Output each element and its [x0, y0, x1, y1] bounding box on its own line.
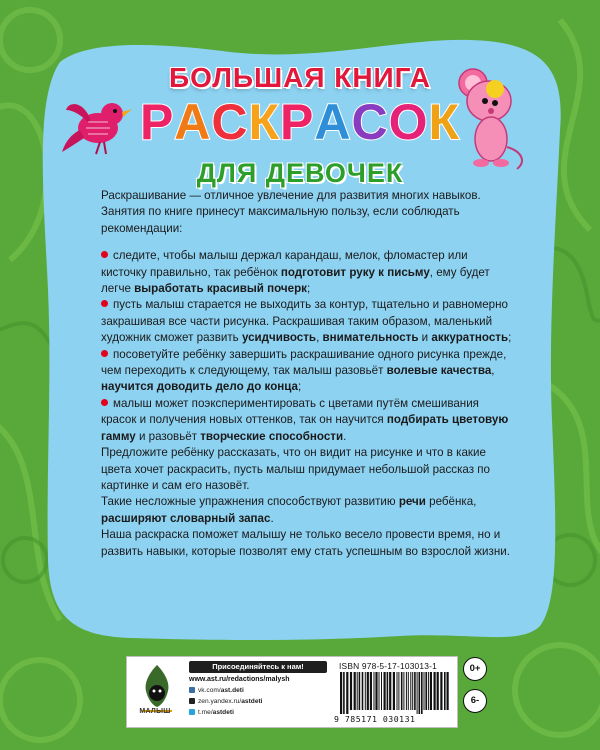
text-segment: ребёнка, [425, 495, 477, 509]
social-link[interactable] [189, 698, 329, 705]
title-letter: К [248, 94, 281, 150]
emphasis-text: усидчивость [241, 331, 317, 345]
barcode-bar [389, 672, 391, 710]
text-segment: ; [508, 331, 512, 345]
barcode-bar [412, 672, 413, 710]
emphasis-text: речи [398, 495, 426, 509]
closing-paragraph [101, 445, 513, 560]
text-segment: и [418, 331, 432, 345]
barcode-bar [419, 672, 421, 714]
intro-paragraph: Раскрашивание — отличное увлечение для развития многих навыков. Занятия по книге принесут максимальную пользу, если соблюдать рекомендации: [101, 189, 481, 235]
social-link-handle: astdeti [212, 709, 234, 716]
barcode-bar [408, 672, 409, 710]
social-link-prefix: zen.yandex.ru/ [198, 698, 242, 705]
barcode-bar [387, 672, 389, 710]
barcode-bar [393, 672, 395, 710]
title-letter: К [428, 94, 461, 150]
age-rating-badge: 0+ [463, 657, 487, 681]
telegram-icon [189, 709, 195, 715]
recommendation-item [101, 396, 513, 445]
social-link-handle: ast.deti [220, 687, 244, 694]
bullet-dot-icon [101, 300, 108, 307]
text-segment: пусть малыш старается не выходить за контур, тщательно и равномерно закрашивая все части рисунка. Раскрашивая таким образом, маленький художник сможет развить [101, 298, 508, 345]
barcode-bar [428, 672, 429, 710]
recommendations-list [101, 248, 513, 445]
barcode-bar [406, 672, 407, 710]
barcode-bar [401, 672, 403, 710]
text-segment: Предложите ребёнку рассказать, что он видит на рисунке и что в какие цвета хочет раскрасить, пусть малыш придумает небольшой рассказ по картинке и сам его назовёт. Такие несложные упражнения способствуют развитию [101, 446, 491, 509]
barcode-bar [430, 672, 432, 710]
bullet-dot-icon [101, 350, 108, 357]
recommendation-item [101, 347, 513, 396]
barcode-bar [379, 672, 380, 710]
barcode-bar [447, 672, 449, 710]
barcode-bar [359, 672, 361, 710]
recommendation-item [101, 297, 513, 346]
title-letter: С [351, 94, 389, 150]
barcode-bar [434, 672, 436, 710]
barcode-bar [346, 672, 348, 714]
text-segment: ; [298, 380, 302, 394]
emphasis-text: волевые качества [386, 364, 492, 378]
emphasis-text: подготовит руку к письму [280, 265, 430, 279]
barcode-bar [403, 672, 404, 710]
title-line-3: ДЛЯ ДЕВОЧЕК [196, 158, 404, 188]
social-link-prefix: t.me/ [198, 709, 213, 716]
barcode-bar [414, 672, 416, 710]
barcode-bar [425, 672, 427, 710]
barcode-bar [374, 672, 375, 710]
text-segment: ; [306, 282, 311, 296]
text-segment: , [491, 364, 495, 378]
text-segment: . [343, 429, 347, 443]
age-rating-badge-secondary: 6- [463, 689, 487, 713]
social-link[interactable] [189, 687, 329, 694]
pink-bird-icon [60, 80, 140, 160]
text-segment: и разовьёт [135, 429, 201, 443]
social-link-handle: astdeti [241, 698, 263, 705]
text-segment: . Наша раскраска поможет малышу не только весело провести время, но и развить навыки, которые позволят ему стать успешным во взрослой жизни. [101, 511, 510, 558]
recommendations-text [101, 188, 513, 560]
barcode-bar [365, 672, 366, 710]
barcode-bar [410, 672, 411, 710]
barcode-bar [444, 672, 446, 710]
barcode-number: 9 785171 030131 [334, 714, 416, 724]
barcode-bar [357, 672, 358, 710]
text-segment: , ему будет легче [101, 265, 490, 296]
emphasis-text: аккуратность [431, 331, 509, 345]
barcode-bar [417, 672, 418, 714]
emphasis-text: расширяют словарный запас [101, 511, 271, 525]
barcode-bar [398, 672, 399, 710]
social-link-prefix: vk.com/ [198, 687, 221, 694]
barcode-bar [340, 672, 342, 714]
footer-info-box [126, 656, 458, 728]
emphasis-text: подбирать цветовую гамму [101, 413, 509, 443]
title-letter: О [388, 94, 429, 150]
publisher-logo-text: МАЛЫШ [139, 708, 171, 715]
bullet-dot-icon [101, 399, 108, 406]
barcode-bar [350, 672, 352, 710]
text-segment: посоветуйте ребёнку завершить раскрашивание одного рисунка прежде, чем переходить к следующему, так малыш разовьёт [101, 347, 507, 378]
title-letter: Р [280, 94, 315, 150]
barcode-bar [375, 672, 377, 710]
title-letter: Р [139, 94, 175, 150]
vk-icon [189, 687, 195, 693]
website-link[interactable]: www.ast.ru/redactions/malysh [189, 676, 290, 683]
title-line-1: БОЛЬШАЯ КНИГА [168, 62, 431, 93]
join-us-banner: Присоединяйтесь к нам! [189, 661, 327, 673]
social-link[interactable] [189, 709, 329, 716]
barcode-bar [354, 672, 356, 710]
barcode-bar [384, 672, 386, 710]
pink-mouse-icon [455, 65, 535, 175]
barcode-bar [362, 672, 364, 710]
barcode-bar [370, 672, 372, 710]
barcode-bar [343, 672, 345, 714]
barcode [338, 672, 450, 714]
text-segment: следите, чтобы малыш держал карандаш, мелок, фломастер или кисточку правильно, так ребёнок [101, 249, 468, 279]
title-letter: А [174, 94, 212, 150]
barcode-bar [437, 672, 439, 710]
title-letter: А [314, 94, 352, 150]
isbn: ISBN 978-5-17-103013-1 [339, 661, 437, 671]
emphasis-text: выработать красивый почерк [134, 282, 307, 296]
title-letter: С [211, 94, 249, 150]
barcode-bar [424, 672, 425, 710]
bullet-dot-icon [101, 251, 108, 258]
emphasis-text: научится доводить дело до конца [101, 380, 299, 394]
recommendation-item [101, 248, 513, 297]
zen-icon [189, 698, 195, 704]
barcode-bar [440, 672, 442, 710]
emphasis-text: творческие способности [200, 429, 344, 443]
barcode-bar [397, 672, 398, 710]
text-segment: , [316, 331, 323, 345]
barcode-bar [421, 672, 423, 714]
text-segment: малыш может поэкспериментировать с цветами путём смешивания красок и получения новых оттенков, так он научится [101, 396, 479, 427]
emphasis-text: внимательность [322, 331, 419, 345]
barcode-bar [367, 672, 369, 710]
barcode-bar [381, 672, 382, 710]
